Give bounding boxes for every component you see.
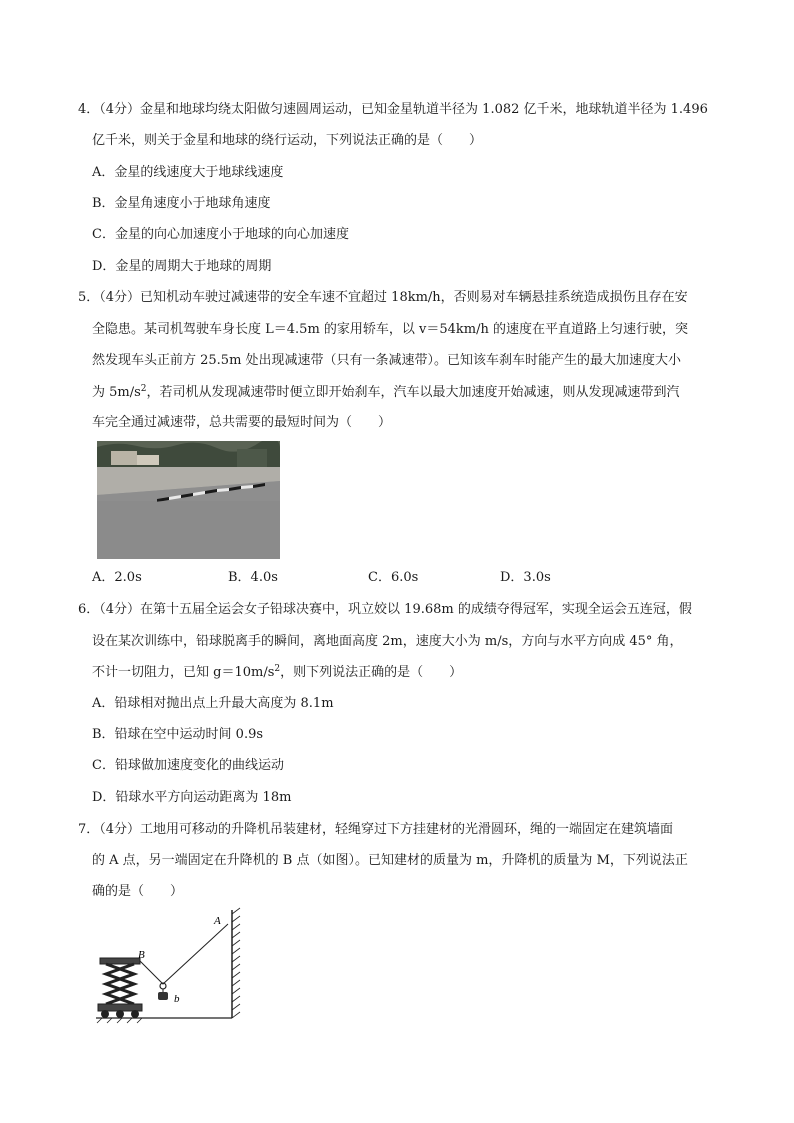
speed-bump-photo [97, 441, 280, 559]
q6-line-2: 设在某次训练中，铅球脱离手的瞬间，离地面高度 2m，速度大小为 m/s，方向与水平方向成 45° 角， [92, 634, 683, 649]
q6-line-1: 6．（4分）在第十五届全运会女子铅球决赛中，巩立姣以 19.68m 的成绩夺得冠军，实现全运会五连冠，假 [78, 602, 692, 617]
q5-line-4 [92, 385, 680, 401]
q6-option-d: D．铅球水平方向运动距离为 18m [92, 790, 292, 805]
q6-option-a: A．铅球相对抛出点上升最大高度为 8.1m [92, 696, 334, 711]
rope [140, 924, 228, 984]
q4-option-b: B．金星角速度小于地球角速度 [92, 196, 271, 211]
q6-option-b: B．铅球在空中运动时间 0.9s [92, 727, 264, 742]
wheel-right [131, 1010, 139, 1018]
q5-line-5: 车完全通过减速带，总共需要的最短时间为（ ） [92, 415, 392, 430]
q5-line-4-sup: 2 [140, 384, 147, 394]
q4-option-a: A．金星的线速度大于地球线速度 [92, 165, 284, 180]
q4-line-2: 亿千米，则关于金星和地球的绕行运动，下列说法正确的是（ ） [92, 133, 483, 148]
label-b: B [138, 949, 145, 961]
q7-line-3: 确的是（ ） [92, 884, 184, 899]
wheel-left [101, 1010, 109, 1018]
q4-line-1: 4．（4分）金星和地球均绕太阳做匀速圆周运动，已知金星轨道半径为 1.082 亿千米，地球轨道半径为 1.496 [78, 102, 708, 117]
lift-base [98, 1004, 142, 1011]
lift-top [100, 958, 140, 964]
q5-option-c: C．6.0s [368, 570, 419, 585]
q7-line-1: 7．（4分）工地用可移动的升降机吊装建材，轻绳穿过下方挂建材的光滑圆环，绳的一端固定在建筑墙面 [78, 822, 674, 837]
q5-line-2: 全隐患。某司机驾驶车身长度 L＝4.5m 的家用轿车，以 v＝54km/h 的速度在平直道路上匀速行驶，突 [92, 322, 689, 337]
q5-line-1: 5．（4分）已知机动车驶过减速带的安全车速不宜超过 18km/h，否则易对车辆悬挂系统造成损伤且存在安 [78, 290, 688, 305]
q5-line-3: 然发现车头正前方 25.5m 处出现减速带（只有一条减速带）。已知该车刹车时能产生的最大加速度大小 [92, 353, 682, 368]
q7-line-2: 的 A 点，另一端固定在升降机的 B 点（如图）。已知建材的质量为 m，升降机的质量为 M，下列说法正 [92, 853, 688, 868]
q5-option-d: D．3.0s [500, 570, 551, 585]
label-a: A [214, 915, 221, 927]
q5-line-4-post: ，若司机从发现减速带时便立即开始刹车，汽车以最大加速度开始减速，则从发现减速带到汽 [146, 385, 680, 400]
load [158, 992, 168, 1000]
lift-diagram [92, 906, 244, 1024]
q6-line-3-post: ，则下列说法正确的是（ ） [280, 665, 463, 680]
q5-option-b: B．4.0s [228, 570, 278, 585]
q6-line-3-pre: 不计一切阻力，已知 g＝10m/s [92, 665, 275, 680]
q5-line-4-pre: 为 5m/s [92, 385, 141, 400]
q6-line-3-sup: 2 [274, 664, 281, 674]
q6-option-c: C．铅球做加速度变化的曲线运动 [92, 758, 284, 773]
q5-option-a: A．2.0s [92, 570, 142, 585]
q4-option-d: D．金星的周期大于地球的周期 [92, 259, 272, 274]
q6-line-3 [92, 665, 462, 681]
q4-option-c: C．金星的向心加速度小于地球的向心加速度 [92, 227, 349, 242]
wheel-mid [116, 1010, 124, 1018]
scissor-arms [106, 964, 134, 1004]
label-c: b [174, 993, 180, 1005]
